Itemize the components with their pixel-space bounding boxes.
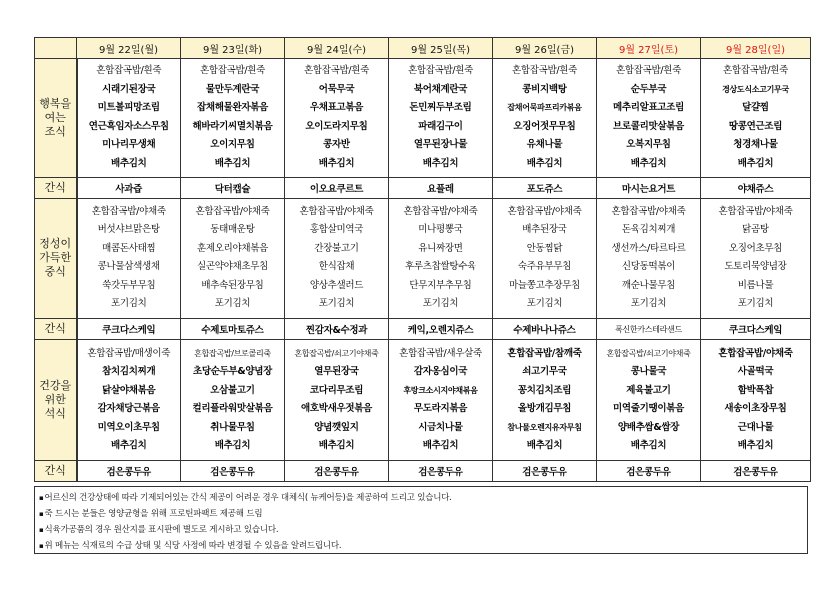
dinner-label	[35, 340, 77, 461]
menu-item: 달걀찜	[742, 102, 769, 114]
day-header: 9월 22일(월)	[77, 38, 181, 59]
menu-item: 사골떡국	[737, 366, 774, 378]
menu-item: 배추김치	[630, 440, 667, 452]
snack-item: 마시는요거트	[597, 177, 701, 198]
snack-item: 요플레	[389, 177, 493, 198]
menu-item: 콩나물삼색생채	[97, 261, 160, 273]
menu-item: 오복지무침	[626, 139, 671, 151]
menu-item: 감자옹심이국	[413, 366, 468, 378]
menu-item: 양념깻잎지	[314, 421, 359, 433]
menu-item: 배추김치	[110, 157, 147, 169]
menu-item: 배추김치	[526, 157, 563, 169]
label-line: 석식	[44, 407, 66, 421]
bullet-icon: ▪	[39, 510, 44, 518]
menu-item: 혼합잡곡밥/쇠고기야채죽	[606, 348, 691, 358]
menu-item: 오징어젓무무침	[513, 120, 576, 132]
menu-item: 오이지무침	[210, 139, 255, 151]
breakfast-cell	[597, 59, 701, 178]
snack-item: 이오요쿠르트	[285, 177, 389, 198]
menu-item: 후랑크소시지야채볶음	[403, 385, 478, 395]
day-header: 9월 28일(일)	[701, 38, 811, 59]
menu-item: 열무된장국	[314, 366, 359, 378]
menu-item: 배추김치	[526, 440, 563, 452]
menu-item: 배추김치	[737, 440, 774, 452]
menu-item: 청경채나물	[733, 139, 778, 151]
menu-item: 물만두계란국	[205, 83, 260, 95]
menu-item: 혼합잡곡밥/흰죽	[615, 65, 682, 77]
menu-item: 취나물무침	[210, 421, 255, 433]
menu-item: 배추김치	[630, 157, 667, 169]
snack-item: 수제바나나쥬스	[493, 319, 597, 340]
breakfast-cell	[285, 59, 389, 178]
menu-item: 땅콩연근조림	[728, 120, 783, 132]
menu-item: 혼합잡곡밥/흰죽	[199, 65, 266, 77]
menu-item: 닭살야채볶음	[102, 384, 156, 396]
menu-item: 배추김치	[737, 157, 774, 169]
breakfast-cell	[701, 59, 811, 178]
label-line: 정성이	[39, 237, 72, 251]
menu-item: 배추김치	[422, 440, 459, 452]
menu-item: 배추김치	[214, 440, 251, 452]
snack-item: 닥터캡슐	[181, 177, 285, 198]
label-line: 행복을	[39, 96, 72, 110]
menu-item: 꽁치김치조림	[517, 384, 572, 396]
menu-item: 혼합잡곡밥/흰죽	[303, 65, 370, 77]
menu-item: 닭곰탕	[742, 224, 769, 236]
menu-item: 배추김치	[318, 157, 355, 169]
menu-item: 양배추쌈&쌈장	[617, 421, 680, 433]
menu-item: 배추김치	[214, 157, 251, 169]
menu-item: 해바라기씨멸치볶음	[192, 120, 273, 132]
corner-cell	[35, 38, 77, 59]
menu-item: 잡채해물완자볶음	[196, 102, 269, 114]
menu-item: 한식잡채	[318, 261, 355, 273]
lunch-cell	[701, 198, 811, 319]
menu-item: 미나평뽕국	[418, 224, 463, 236]
lunch-cell	[389, 198, 493, 319]
menu-item: 동태매운탕	[210, 224, 255, 236]
notice-text: 위 메뉴는 식재료의 수급 상태 및 식당 사정에 따라 변경될 수 있음을 알려드립니다.	[44, 541, 342, 551]
snack-item: 검은콩두유	[493, 460, 597, 481]
snack-item: 검은콩두유	[77, 460, 181, 481]
snack3-row	[35, 460, 811, 481]
menu-item: 숙주유부무침	[517, 261, 572, 273]
label-line: 가득한	[39, 251, 72, 265]
menu-item: 무도라지볶음	[413, 403, 468, 415]
menu-item: 후루츠찹쌀탕수육	[404, 261, 477, 273]
menu-item: 혼합잡곡밥/야채죽	[611, 205, 686, 217]
breakfast-label	[35, 59, 77, 178]
menu-item: 혼합잡곡밥/참깨죽	[507, 347, 582, 359]
menu-item: 혼합잡곡밥/흰죽	[722, 65, 789, 77]
menu-item: 메추리알표고조림	[612, 102, 685, 114]
snack-item: 검은콩두유	[181, 460, 285, 481]
menu-item: 혼합잡곡밥/야채죽	[403, 205, 478, 217]
bullet-icon: ▪	[39, 542, 44, 550]
menu-item: 포기김치	[318, 298, 355, 310]
label-line: 중식	[44, 265, 66, 279]
label-line: 조식	[44, 124, 66, 138]
breakfast-row	[35, 59, 811, 178]
menu-item: 콩자반	[323, 139, 350, 151]
snack-item: 검은콩두유	[597, 460, 701, 481]
menu-item: 양상추샐러드	[309, 279, 364, 291]
day-header: 9월 23일(화)	[181, 38, 285, 59]
lunch-cell	[493, 198, 597, 319]
menu-item: 감자채당근볶음	[97, 403, 160, 415]
menu-item: 경상도식소고기무국	[722, 84, 789, 94]
menu-item: 시래기된장국	[102, 83, 156, 95]
menu-item: 시금치나물	[418, 421, 463, 433]
menu-item: 연근흑임자소스무침	[88, 120, 169, 132]
menu-item: 혼합잡곡밥/새우살죽	[399, 347, 482, 359]
menu-item: 훈제오리야채볶음	[196, 242, 269, 254]
menu-item: 미역줄기땡이볶음	[612, 403, 685, 415]
label-line: 건강을	[39, 379, 72, 393]
menu-item: 초당순두부&양념장	[192, 366, 272, 378]
notice-line	[39, 522, 803, 538]
menu-item: 혼합잡곡밥/쇠고기야채죽	[294, 348, 379, 358]
menu-item: 도토리묵양념장	[724, 261, 787, 273]
snack-item: 쿠크다스케잌	[701, 319, 811, 340]
menu-item: 배추된장국	[522, 224, 567, 236]
menu-item: 우채표고볶음	[309, 102, 364, 114]
menu-item: 브로콜리맛살볶음	[612, 120, 685, 132]
menu-item: 배추속된장무침	[201, 279, 264, 291]
snack-item: 포도쥬스	[493, 177, 597, 198]
menu-item: 매콤돈사태찜	[102, 242, 156, 254]
weekly-menu-table	[34, 37, 811, 482]
menu-item: 콩비지백탕	[522, 83, 567, 95]
notice-box	[34, 486, 808, 554]
menu-item: 유채나물	[526, 139, 563, 151]
menu-item: 간장불고기	[314, 242, 359, 254]
menu-item: 북어채계란국	[413, 83, 468, 95]
notice-line	[39, 490, 803, 506]
menu-item: 혼합잡곡밥/야채죽	[507, 205, 582, 217]
snack-item: 검은콩두유	[389, 460, 493, 481]
menu-item: 포기김치	[630, 298, 667, 310]
lunch-cell	[77, 198, 181, 319]
menu-item: 실곤약야채초무침	[196, 261, 269, 273]
menu-item: 배추김치	[110, 440, 147, 452]
menu-item: 혼합잡곡밥/야채죽	[299, 205, 374, 217]
menu-item: 혼합잡곡밥/야채죽	[91, 205, 166, 217]
snack-label: 간식	[35, 319, 77, 340]
menu-item: 혼합잡곡밥/흰죽	[407, 65, 474, 77]
menu-item: 잡채어묵파프리카볶음	[507, 103, 582, 113]
menu-item: 비름나물	[737, 279, 774, 291]
menu-item: 혼합잡곡밥/흰죽	[96, 65, 162, 77]
menu-item: 생선까스/타르타르	[611, 242, 686, 254]
menu-item: 포기김치	[110, 298, 147, 310]
breakfast-cell	[181, 59, 285, 178]
menu-item: 혼합잡곡밥/야채죽	[718, 205, 793, 217]
label-line: 여는	[44, 110, 66, 124]
dinner-cell	[77, 340, 181, 461]
menu-item: 함박폭찹	[737, 384, 774, 396]
menu-item: 혼합잡곡밥/흰죽	[511, 65, 578, 77]
menu-item: 애호박새우젓볶음	[300, 403, 373, 415]
dinner-cell	[181, 340, 285, 461]
breakfast-cell	[493, 59, 597, 178]
breakfast-cell	[77, 59, 181, 178]
notice-line	[39, 506, 803, 522]
menu-item: 돈민찌두부조림	[409, 102, 472, 114]
menu-item: 혼합잡곡밥/매생이죽	[87, 347, 171, 359]
menu-item: 미나리무생채	[102, 139, 156, 151]
day-header: 9월 25일(목)	[389, 38, 493, 59]
menu-item: 쇠고기무국	[522, 366, 567, 378]
menu-item: 쑥갓두부무침	[102, 279, 156, 291]
menu-item: 마늘쫑고추장무침	[508, 279, 581, 291]
menu-item: 제육불고기	[626, 384, 671, 396]
menu-item: 배추김치	[422, 157, 459, 169]
snack-item: 사과즙	[77, 177, 181, 198]
lunch-label	[35, 198, 77, 319]
lunch-row	[35, 198, 811, 319]
menu-item: 어묵무국	[318, 83, 355, 95]
dinner-row	[35, 340, 811, 461]
notice-text: 어르신의 건강상태에 따라 기제되어있는 간식 제공이 어려운 경우 대체식( 뉴케어등)을 제공하여 드리고 있습니다.	[44, 493, 452, 503]
notice-text: 죽 드시는 분들은 영양균형을 위해 프로틴파팩트 제공해 드림	[44, 509, 263, 519]
menu-item: 오이도라지무침	[305, 120, 368, 132]
dinner-cell	[597, 340, 701, 461]
day-header-row	[35, 38, 811, 59]
menu-item: 열무된장나물	[413, 139, 468, 151]
snack-item: 찐감자&수정과	[285, 319, 389, 340]
menu-item: 유니짜장면	[418, 242, 463, 254]
menu-item: 미역오이초무침	[97, 421, 160, 433]
menu-item: 참치김치찌개	[102, 366, 156, 378]
menu-item: 돈육김치찌개	[621, 224, 676, 236]
snack-label: 간식	[35, 177, 77, 198]
snack-item: 검은콩두유	[285, 460, 389, 481]
menu-item: 단무지부추무침	[409, 279, 472, 291]
menu-item: 올방개김무침	[517, 403, 572, 415]
menu-item: 새송이초장무침	[724, 403, 787, 415]
snack-item: 폭신한카스테라샌드	[597, 319, 701, 340]
snack2-row	[35, 319, 811, 340]
dinner-cell	[389, 340, 493, 461]
menu-item: 참나물오렌지유자무침	[507, 422, 582, 432]
menu-item: 포기김치	[526, 298, 563, 310]
menu-item: 근대나물	[737, 421, 774, 433]
menu-item: 배추김치	[318, 440, 355, 452]
menu-item: 미트볼피망조림	[97, 102, 160, 114]
dinner-cell	[285, 340, 389, 461]
menu-item: 깨순나물무침	[621, 279, 676, 291]
menu-item: 포기김치	[737, 298, 774, 310]
bullet-icon: ▪	[39, 494, 44, 502]
dinner-cell	[701, 340, 811, 461]
menu-item: 오삼불고기	[210, 384, 255, 396]
dinner-cell	[493, 340, 597, 461]
menu-item: 포기김치	[214, 298, 251, 310]
snack-item: 케익,오렌지쥬스	[389, 319, 493, 340]
day-header: 9월 24일(수)	[285, 38, 389, 59]
snack-item: 수제토마토쥬스	[181, 319, 285, 340]
snack-label: 간식	[35, 460, 77, 481]
label-line: 위한	[44, 393, 66, 407]
menu-item: 오징어초무침	[728, 242, 783, 254]
day-header: 9월 26일(금)	[493, 38, 597, 59]
menu-item: 혼합잡곡밥/야채죽	[195, 205, 270, 217]
menu-item: 포기김치	[422, 298, 459, 310]
day-header: 9월 27일(토)	[597, 38, 701, 59]
notice-text: 식육가공품의 경우 원산지를 표시판에 별도로 게시하고 있습니다.	[44, 525, 279, 535]
menu-item: 콩나물국	[630, 366, 667, 378]
menu-item: 코다리무조림	[309, 384, 364, 396]
menu-item: 순두부국	[630, 83, 667, 95]
snack1-row	[35, 177, 811, 198]
menu-item: 혼합잡곡밥/야채죽	[718, 347, 793, 359]
breakfast-cell	[389, 59, 493, 178]
snack-item: 검은콩두유	[701, 460, 811, 481]
menu-item: 안동찜닭	[526, 242, 563, 254]
menu-item: 홍합살미역국	[309, 224, 364, 236]
menu-item: 컬리플라워맛살볶음	[192, 403, 273, 415]
lunch-cell	[181, 198, 285, 319]
bullet-icon: ▪	[39, 526, 44, 534]
lunch-cell	[285, 198, 389, 319]
menu-item: 신당동떡볶이	[621, 261, 676, 273]
notice-line	[39, 538, 803, 554]
menu-item: 버섯샤브맑은탕	[97, 224, 160, 236]
menu-item: 파래김구이	[418, 120, 463, 132]
menu-item: 혼합잡곡밥/브로콜리죽	[194, 348, 271, 358]
snack-item: 야채쥬스	[701, 177, 811, 198]
lunch-cell	[597, 198, 701, 319]
snack-item: 쿠크다스케잌	[77, 319, 181, 340]
